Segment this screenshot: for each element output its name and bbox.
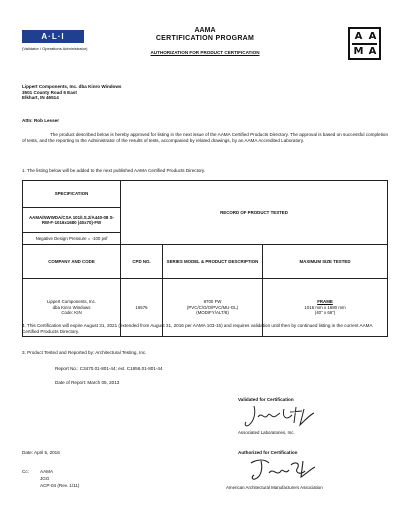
- record-header: RECORD OF PRODUCT TESTED: [121, 181, 388, 245]
- series-line: (PVC/C/O/O/PVC/MU-GL): [186, 304, 239, 310]
- negative-pressure: Negative Design Pressure = -100 psf: [23, 233, 121, 245]
- max-size-line: 1016 mm x 1680 mm: [304, 304, 346, 310]
- company-line: dba Kinro Windows: [52, 304, 91, 310]
- recipient-address: [22, 84, 122, 101]
- cc-line: [22, 475, 79, 482]
- cc-line: [22, 468, 79, 475]
- authorizer-signature: [245, 455, 325, 483]
- authorizer-org: American Architectural Manufacturers Association: [226, 485, 323, 490]
- aama-logo-letter: A: [368, 31, 377, 42]
- aama-logo-letter: M: [353, 46, 364, 57]
- tested-by-note: 3. Product Tested and Reported by: Architectural Testing, Inc.: [22, 350, 147, 355]
- authorized-header: Authorized for Certification: [238, 450, 298, 455]
- cc-line: [22, 482, 79, 489]
- series-line: (MODIFY/ALT/8): [196, 310, 229, 316]
- listing-note: 1. The listing below will be added to the next published AAMA Certified Products Directory.: [22, 168, 206, 173]
- company-line: Lippert Components, Inc.: [46, 299, 97, 305]
- aama-logo-letter: A: [368, 46, 377, 57]
- frame-header: FRAME: [317, 299, 333, 305]
- ali-logo: A·L·I: [22, 30, 84, 43]
- spec-header: SPECIFICATION: [23, 181, 121, 208]
- cc-value: ACP-04 (Rev. 1/11): [40, 483, 80, 488]
- date-of-report: Date of Report: March 05, 2013: [55, 380, 120, 385]
- cc-block: [22, 468, 79, 489]
- validator-signature: [240, 403, 330, 429]
- intro-paragraph: [22, 132, 388, 143]
- address-line: 3501 County Road 6 East: [22, 89, 77, 95]
- certification-table: [22, 180, 388, 337]
- cc-value: JGG: [40, 476, 50, 481]
- company-line: Code: KIN: [61, 310, 82, 316]
- validator-caption: (Validator / Operations Administrator): [22, 46, 88, 51]
- issue-date: Date: April 5, 2016: [22, 450, 60, 455]
- title-block: [130, 27, 280, 56]
- title-aama: AAMA: [194, 27, 216, 34]
- intro-text: The product described below is hereby approved for listing in the next issue of the AAMA Certified Products Directory. The approval is based on successful completion of tests, and the reporting to the Administrator of the results of tests, accompanied by related drawings, by an AAMA Accredited Laboratory.: [22, 132, 388, 143]
- title-certification-program: CERTIFICATION PROGRAM: [155, 35, 255, 42]
- cc-key: Cc:: [22, 469, 29, 474]
- report-number: Report No.: C3470.01-801-44; ext. C1856.01-801-44: [55, 366, 163, 371]
- expiration-note: 4. This Certification will expire August 31, 2021 (extended from August 31, 2016 per AAMA 103-15) and requires validation until then by continued listing in the current AAMA Certified Products Directory.: [22, 323, 373, 334]
- col-company: COMPANY AND CODE: [23, 245, 121, 279]
- aama-logo-letter: A: [354, 31, 363, 42]
- address-line: Lippert Components, Inc. dba Kinro Windows: [22, 84, 122, 89]
- cell-cpd: 16576: [121, 279, 163, 337]
- address-line: Elkhart, IN 46514: [22, 95, 59, 101]
- max-size-line: (40" x 66"): [314, 310, 336, 316]
- aama-logo: [348, 27, 381, 60]
- title-authorization: AUTHORIZATION FOR PRODUCT CERTIFICATION: [150, 50, 260, 55]
- validated-header: Validated for Certification: [238, 397, 294, 402]
- col-cpd: CPD NO.: [121, 245, 163, 279]
- spec-value: AAMA/NWWDA/CSA 101/I.S.2/A440-08 S-RW-F-1016x1680 (40x70)-FW: [23, 208, 121, 233]
- col-max-size: MAXIMUM SIZE TESTED: [263, 245, 388, 279]
- cc-value: AAMA: [40, 469, 54, 474]
- series-line: 8700 FW: [203, 299, 222, 305]
- validator-org: Associated Laboratories, Inc.: [238, 430, 295, 435]
- attention-line: Attn: Rob Lesser: [22, 118, 60, 123]
- col-series: SERIES MODEL & PRODUCT DESCRIPTION: [163, 245, 263, 279]
